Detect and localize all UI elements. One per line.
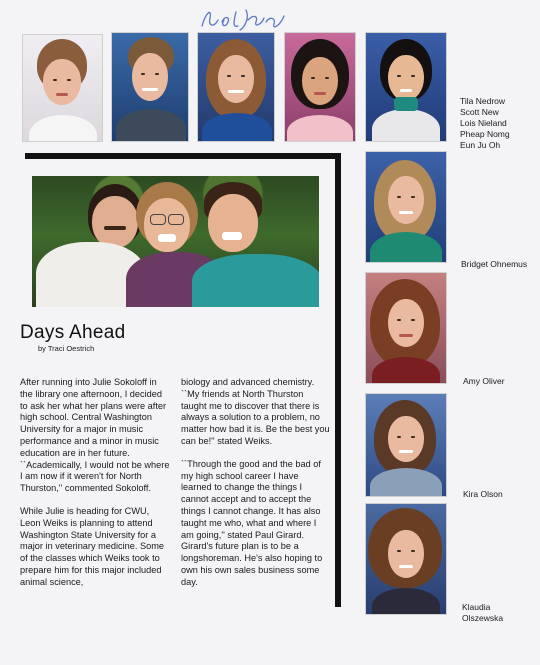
article-byline: by Traci Oestrich (38, 344, 95, 353)
name-klaudia-first: Klaudia (462, 602, 491, 612)
portrait-scott-new (112, 33, 188, 141)
article-paragraph: biology and advanced chemistry. ``My friends at North Thurston taught me to discover that there is always a solution to a problem, no matter how bad it is. Be the best you can be!'' stated Weiks. (181, 377, 330, 446)
article-frame-top (25, 153, 341, 159)
name-klaudia-last: Olszewska (462, 613, 504, 623)
portrait-tila-nedrow (23, 35, 102, 141)
name-kira-olson: Kira Olson (463, 489, 503, 499)
portrait-klaudia-olszewska (366, 504, 446, 614)
name-amy-oliver: Amy Oliver (463, 376, 505, 386)
portrait-lois-nieland (198, 33, 274, 141)
article-column-1 (20, 377, 170, 600)
name-klaudia-olszewska (462, 602, 503, 624)
portrait-pheap-nomg (285, 33, 355, 141)
article-paragraph: While Julie is heading for CWU, Leon Weiks is planning to attend Washington State University for a major in veterinary medicine. Some of the classes which Weiks took to prepare him for this major included animal science, (20, 505, 164, 587)
portrait-eun-ju-oh (366, 33, 446, 141)
top-row-names (460, 96, 510, 151)
portrait-kira-olson (366, 394, 446, 496)
portrait-bridget-ohnemus (366, 152, 446, 262)
portrait-amy-oliver (366, 273, 446, 383)
article-frame-right (335, 153, 341, 607)
signature (196, 4, 292, 34)
article-column-2 (181, 377, 331, 600)
name-lois-nieland: Lois Nieland (460, 118, 507, 128)
article-paragraph: ``Through the good and the bad of my high school career I have learned to change the things I cannot accept and to accept the things I cannot change. It has also taught me who, what and where I am going,'' stated Paul Girard. Girard's future plan is to be a longshoreman. He's also hoping to own his own sales business some day. (181, 458, 323, 587)
name-bridget-ohnemus: Bridget Ohnemus (461, 259, 528, 269)
name-pheap-nomg: Pheap Nomg (460, 129, 510, 139)
article-paragraph: After running into Julie Sokoloff in the library one afternoon, I decided to ask her what her plans were after high school. Central Washington University for a major in music performance and a minor in music education are in her future. ``Academically, I would not be where I am now if it weren't for North Thurston,'' commented Sokoloff. (20, 377, 170, 494)
name-eun-ju-oh: Eun Ju Oh (460, 140, 501, 150)
article-title: Days Ahead (20, 322, 126, 343)
group-photo (32, 176, 319, 307)
name-scott-new: Scott New (460, 107, 499, 117)
name-tila-nedrow: Tila Nedrow (460, 96, 506, 106)
